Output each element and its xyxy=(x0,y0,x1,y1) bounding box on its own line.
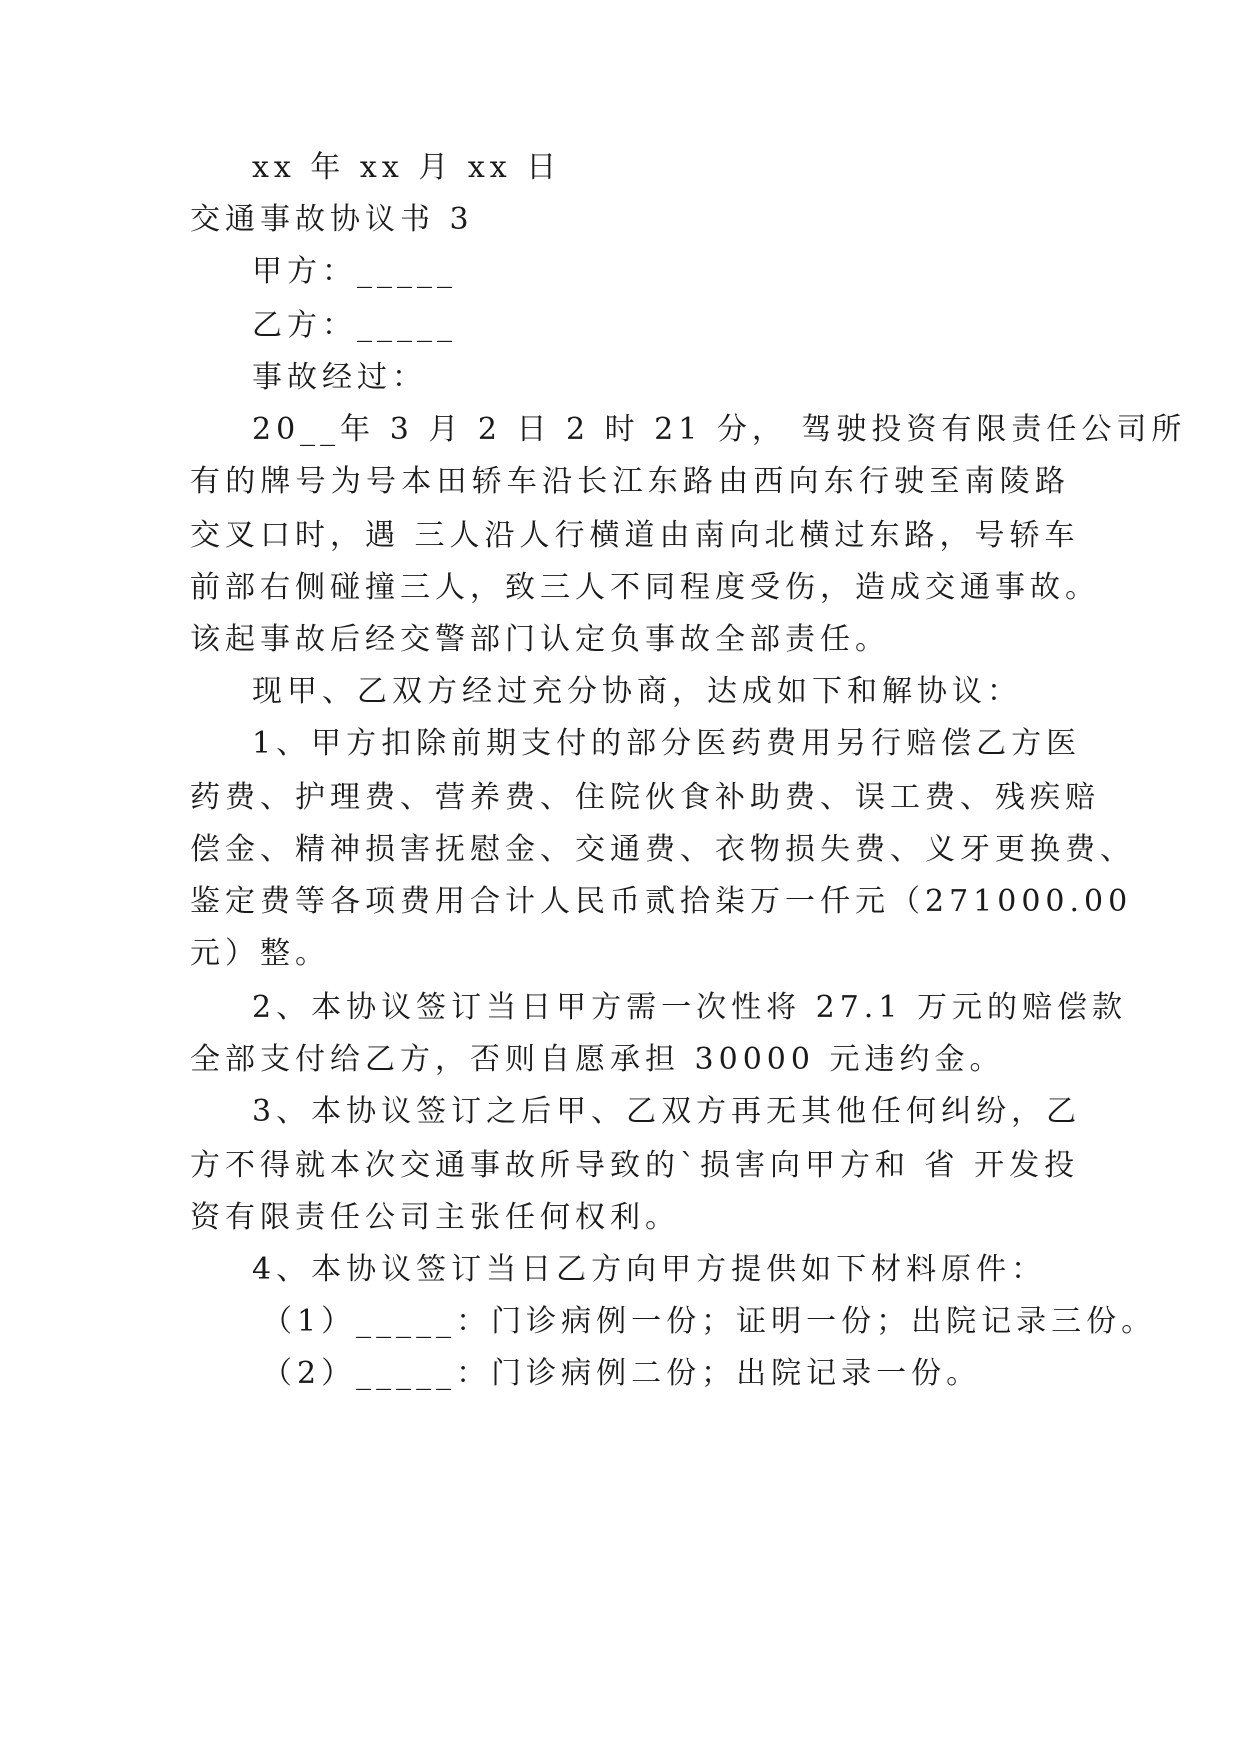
clause-2-line: 全部支付给乙方，否则自愿承担 30000 元违约金。 xyxy=(190,1042,1005,1077)
accident-paragraph-line: 20__年 3 月 2 日 2 时 21 分， 驾驶投资有限责任公司所 xyxy=(252,412,1187,447)
material-item: （1）_____：门诊病例一份；证明一份；出院记录三份。 xyxy=(262,1304,1157,1339)
document-date: xx 年 xx 月 xx 日 xyxy=(252,150,562,185)
party-b-line: 乙方：_____ xyxy=(252,308,457,343)
accident-heading: 事故经过： xyxy=(252,360,427,395)
agreement-intro: 现甲、乙双方经过充分协商，达成如下和解协议： xyxy=(252,674,1022,709)
accident-paragraph-line: 前部右侧碰撞三人，致三人不同程度受伤，造成交通事故。 xyxy=(190,570,1100,605)
clause-4-intro: 4、本协议签订当日乙方向甲方提供如下材料原件： xyxy=(252,1252,1047,1287)
clause-1-line: 偿金、精神损害抚慰金、交通费、衣物损失费、义牙更换费、 xyxy=(190,832,1135,867)
accident-paragraph-line: 交叉口时，遇 三人沿人行横道由南向北横过东路，号轿车 xyxy=(190,518,1080,553)
accident-paragraph-line: 该起事故后经交警部门认定负事故全部责任。 xyxy=(190,622,890,657)
accident-paragraph-line: 有的牌号为号本田轿车沿长江东路由西向东行驶至南陵路 xyxy=(190,464,1070,499)
clause-1-line: 1、甲方扣除前期支付的部分医药费用另行赔偿乙方医 xyxy=(252,726,1082,761)
clause-1-line: 元）整。 xyxy=(190,936,330,971)
clause-3-line: 资有限责任公司主张任何权利。 xyxy=(190,1200,680,1235)
party-a-line: 甲方：_____ xyxy=(252,254,457,289)
clause-1-line: 鉴定费等各项费用合计人民币贰拾柒万一仟元（271000.00 xyxy=(190,884,1133,919)
material-item: （2）_____：门诊病例二份；出院记录一份。 xyxy=(262,1356,982,1391)
clause-3-line: 方不得就本次交通事故所导致的`损害向甲方和 省 开发投 xyxy=(190,1148,1080,1183)
clause-3-line: 3、本协议签订之后甲、乙双方再无其他任何纠纷，乙 xyxy=(252,1094,1082,1129)
clause-1-line: 药费、护理费、营养费、住院伙食补助费、误工费、残疾赔 xyxy=(190,780,1100,815)
clause-2-line: 2、本协议签订当日甲方需一次性将 27.1 万元的赔偿款 xyxy=(252,990,1127,1025)
document-title: 交通事故协议书 3 xyxy=(190,202,474,237)
